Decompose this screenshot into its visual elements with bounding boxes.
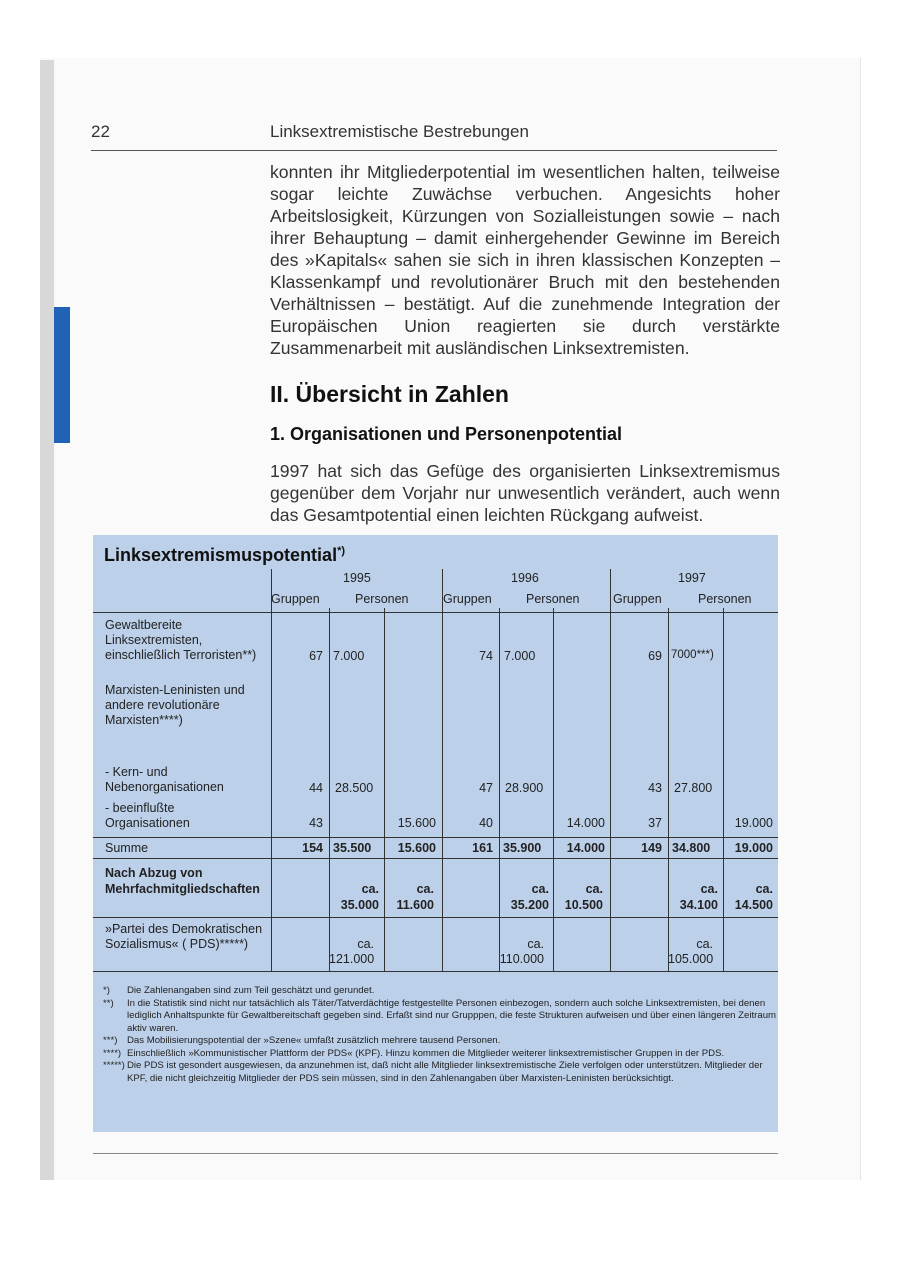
cell-ca: ca.	[416, 882, 434, 896]
cell-value: 121.000	[329, 952, 375, 966]
cell-value: 35.000	[340, 898, 379, 912]
footnote: **) In die Statistik sind nicht nur tatsächlich als Täter/Tatverdächtige festgestellte Personen einbezogen, sondern auch solche Linksextremisten, bei denen lediglich Anhaltspunkte für Gewaltbereitschaft gegeben sind. Erfaßt sind nur Grupppen, die feste Strukturen aufweisen und über einen längeren Zeitraum aktiv waren.	[103, 997, 777, 1034]
chapter-marker	[54, 307, 70, 443]
cell-value: 105.000	[668, 952, 714, 966]
footnote: *) Die Zahlenangaben sind zum Teil geschätzt und gerundet.	[103, 985, 375, 996]
cell-value: 43	[648, 781, 662, 795]
table-title: Linksextremismuspotential*)	[104, 545, 346, 565]
col-gruppen-1996: Gruppen	[443, 592, 492, 606]
cell-ca: ca.	[585, 882, 603, 896]
bottom-rule	[93, 1153, 778, 1154]
cell-value: 47	[479, 781, 493, 795]
cell-value: 28.500	[335, 781, 374, 795]
row-label-summe: Summe	[105, 841, 149, 855]
intro-paragraph: konnten ihr Mitgliederpotential im wesentlichen halten, teilweise sogar leichte Zuwächse verbuchen. Angesichts hoher Arbeitslosigkeit, Kürzungen von Sozialleistungen sowie – nach ihrer Behauptung – damit einhergehender Gewinne im Bereich des »Kapitals« sahen sie sich in ihren klassischen Konzepten – Klassenkampf und revolutionärer Bruch mit den bestehenden Verhältnissen – bestätigt. Auf die zunehmende Integration der Europäischen Union reagierten sie durch verstärkte Zusammenarbeit mit ausländischen Linksextremisten.	[270, 162, 780, 358]
cell-value: 40	[479, 816, 493, 830]
cell-value: 7.000	[333, 649, 365, 663]
cell-ca: ca.	[361, 882, 379, 896]
cell-value: 7.000	[504, 649, 536, 663]
cell-value: 69	[648, 649, 662, 663]
header-rule	[91, 150, 777, 151]
cell-ca: ca.	[527, 937, 544, 951]
cell-value: 15.600	[397, 816, 436, 830]
cell-value: 27.800	[674, 781, 713, 795]
cell-value: 35.200	[510, 898, 549, 912]
footnote: *****) Die PDS ist gesondert ausgewiesen, da anzunehmen ist, daß nicht alle Mitglieder linksextremistische Ziele verfolgen oder unterstützen. Mitglieder der KPF, die nicht gleichzeitig Mitglieder der PDS sein müssen, sind in den Zahlenangaben über Marxisten-Leninisten berücksichtigt.	[103, 1060, 763, 1084]
year-1997: 1997	[678, 571, 706, 585]
cell-value: 74	[479, 649, 493, 663]
col-gruppen-1995: Gruppen	[271, 592, 320, 606]
cell-value: 37	[648, 816, 662, 830]
cell-value: 19.000	[734, 816, 773, 830]
cell-value: 44	[309, 781, 323, 795]
footnote: ****) Einschließlich »Kommunistischer Plattform der PDS« (KPF). Hinzu kommen die Mitglieder weiterer linksextremistischer Gruppen in der PDS.	[103, 1047, 725, 1059]
row-label-abzug: Nach Abzug von Mehrfachmitgliedschaften	[105, 866, 260, 896]
cell-value: 35.900	[503, 841, 542, 855]
subsection-heading: 1. Organisationen und Personenpotential	[270, 424, 623, 444]
footnotes	[93, 985, 778, 1085]
page-number: 22	[91, 122, 110, 141]
cell-ca: ca.	[531, 882, 549, 896]
cell-value: 10.500	[564, 898, 603, 912]
cell-ca: ca.	[755, 882, 773, 896]
cell-ca: ca.	[696, 937, 713, 951]
cell-value: 35.500	[333, 841, 372, 855]
cell-value: 67	[309, 649, 323, 663]
cell-value: 34.100	[679, 898, 718, 912]
footnote: ***) Das Mobilisierungspotential der »Szene« umfaßt zusätzlich mehrere tausend Personen.	[103, 1035, 501, 1046]
cell-value: 14.500	[734, 898, 773, 912]
row-label-kern: - Kern- und Nebenorganisationen	[105, 765, 224, 794]
running-title: Linksextremistische Bestrebungen	[270, 122, 529, 141]
cell-value: 110.000	[499, 952, 544, 966]
col-gruppen-1997: Gruppen	[613, 592, 662, 606]
cell-value: 14.000	[566, 841, 605, 855]
col-personen-1997: Personen	[698, 592, 752, 606]
cell-ca: ca.	[357, 937, 374, 951]
cell-value: 43	[309, 816, 323, 830]
cell-value: 154	[302, 841, 323, 855]
cell-value: 28.900	[505, 781, 544, 795]
cell-ca: ca.	[700, 882, 718, 896]
cell-value: 161	[472, 841, 493, 855]
cell-value: 11.600	[396, 898, 434, 912]
row-label-beeinflusst: - beeinflußte Organisationen	[105, 801, 190, 830]
cell-value: 34.800	[672, 841, 711, 855]
col-personen-1996: Personen	[526, 592, 580, 606]
row-label-pds: »Partei des Demokratischen Sozialismus« ( PDS)*****)	[105, 922, 263, 951]
cell-value: 19.000	[734, 841, 773, 855]
col-personen-1995: Personen	[355, 592, 409, 606]
cell-value: 15.600	[397, 841, 436, 855]
cell-value: 14.000	[566, 816, 605, 830]
year-1996: 1996	[511, 571, 539, 585]
sub-paragraph: 1997 hat sich das Gefüge des organisierten Linksextremismus gegenüber dem Vorjahr nur unwesentlich verändert, auch wenn das Gesamtpotential einen leichten Rückgang aufweist.	[270, 461, 780, 525]
row-label-gewalt: Gewaltbereite Linksextremisten, einschließlich Terroristen**)	[105, 618, 257, 662]
cell-value: 149	[641, 841, 662, 855]
year-1995: 1995	[343, 571, 371, 585]
section-heading: II. Übersicht in Zahlen	[270, 381, 509, 407]
row-label-marxisten: Marxisten-Leninisten und andere revolutionäre Marxisten****)	[105, 683, 245, 727]
cell-value: 7000***)	[671, 649, 714, 661]
page-left-edge	[40, 60, 54, 1180]
